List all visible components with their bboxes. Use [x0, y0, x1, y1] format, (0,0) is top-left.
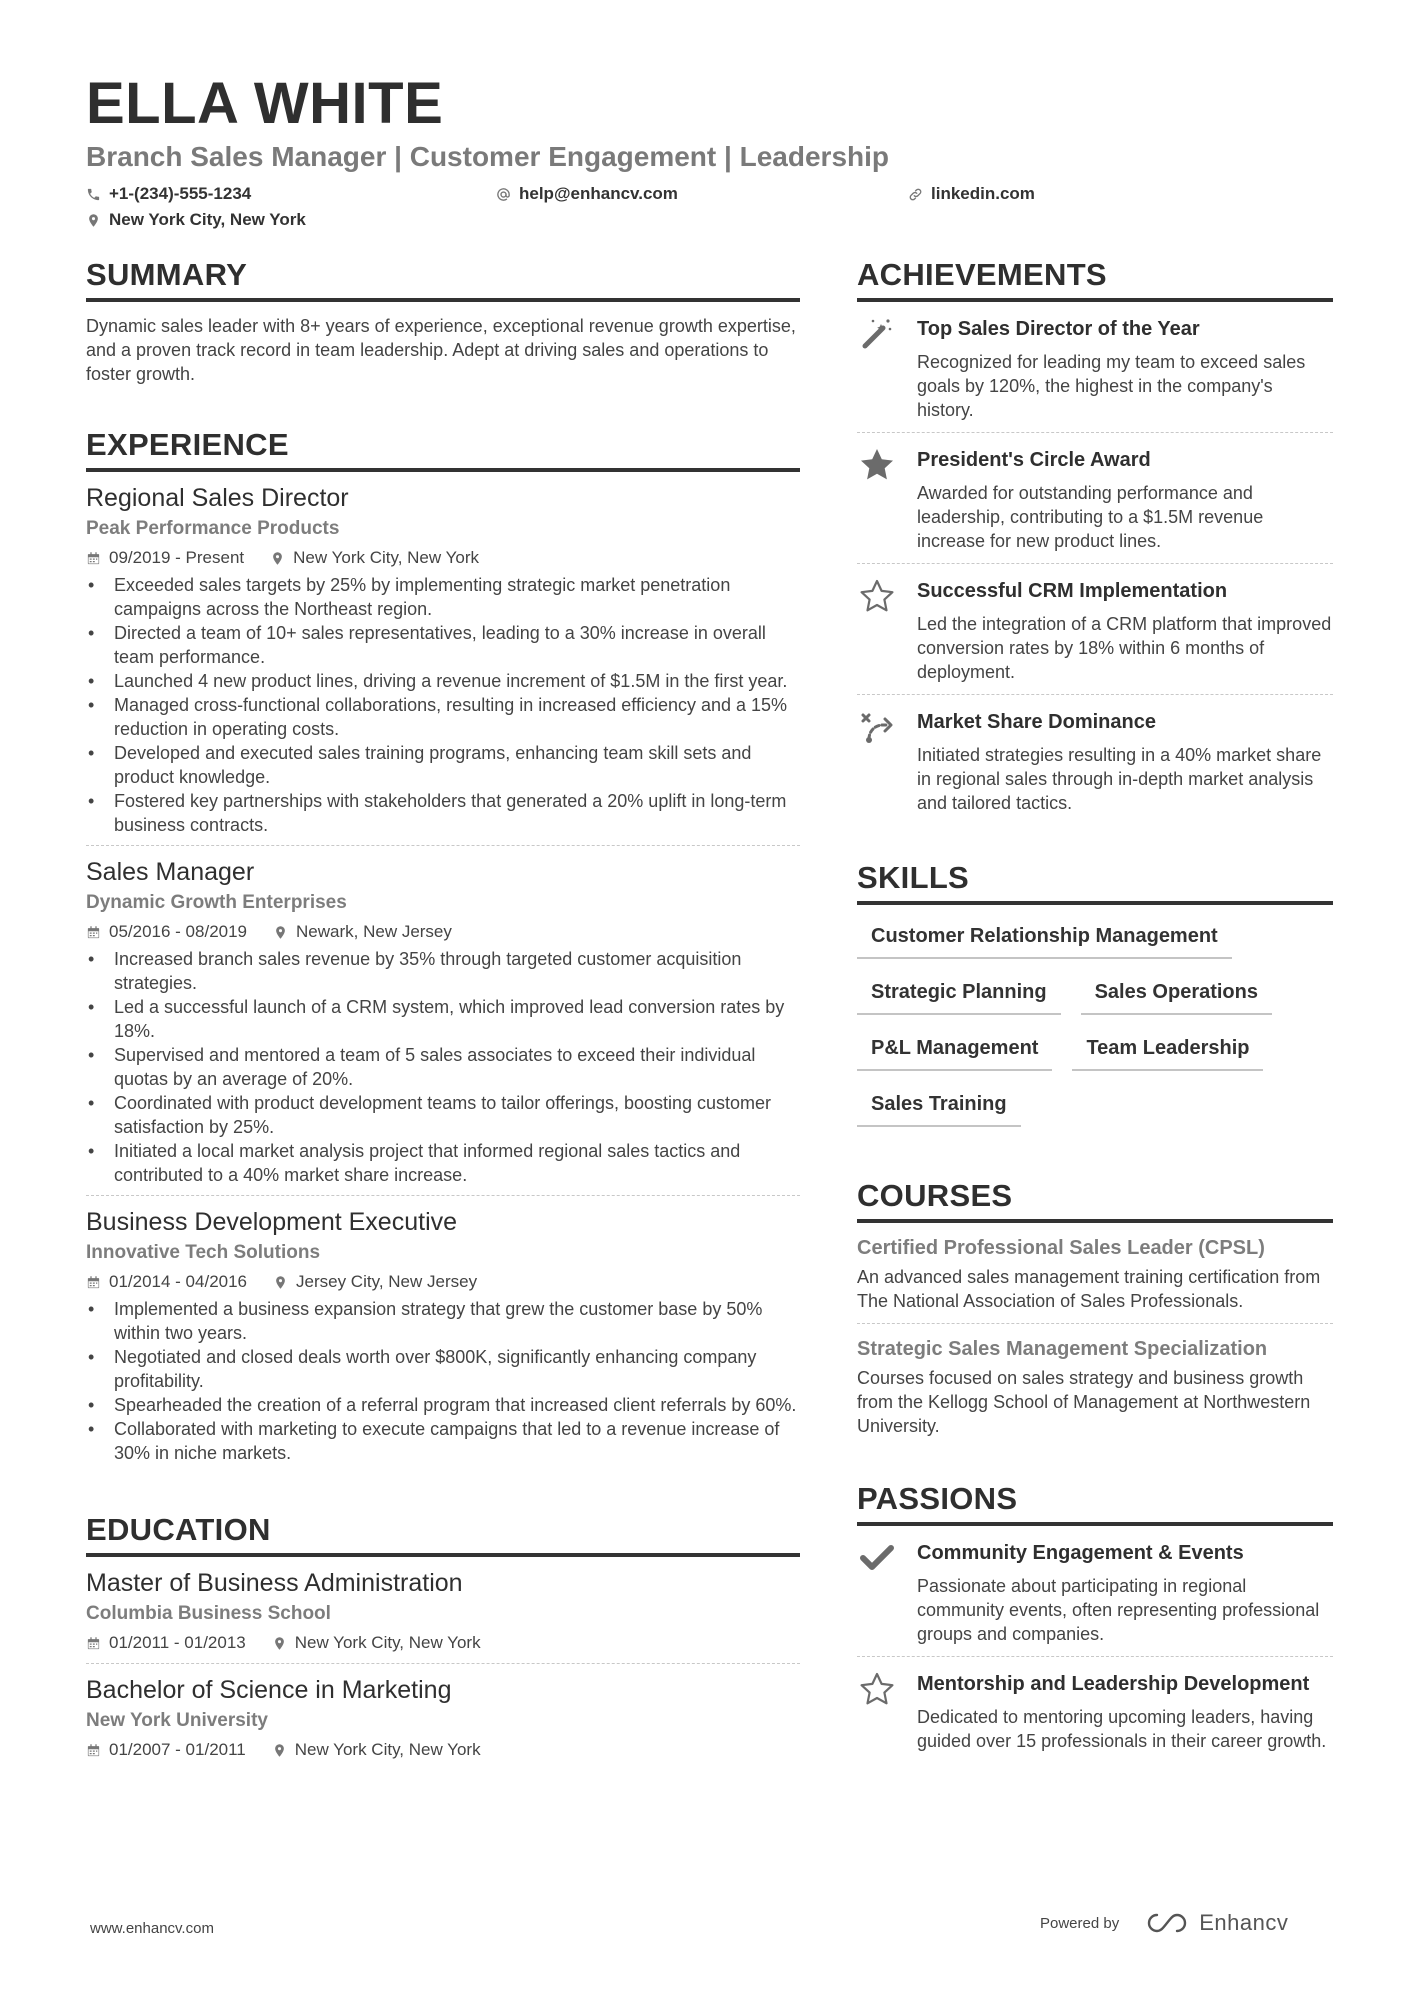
enhancv-logo-icon — [1143, 1911, 1191, 1935]
course-description: An advanced sales management training certification from The National Association of Sales Professionals. — [857, 1267, 1321, 1311]
achievement-title: Market Share Dominance — [917, 711, 1156, 733]
calendar-icon — [86, 1743, 101, 1758]
location-pin-icon — [273, 1275, 288, 1290]
course-title: Certified Professional Sales Leader (CPSL) — [857, 1237, 1265, 1259]
achievement-description: Awarded for outstanding performance and leadership, contributing to a $1.5M revenue increase for new product lines. — [917, 483, 1264, 551]
magic-wand-icon — [859, 316, 895, 352]
location-text: New York City, New York — [109, 210, 306, 229]
bullet-item: • Initiated a local market analysis project that informed regional sales tactics and contributed to a 40% market share increase. — [86, 1139, 800, 1187]
footer-website[interactable]: www.enhancv.com — [90, 1920, 214, 1937]
star-outline-icon — [859, 578, 895, 614]
passion-title: Community Engagement & Events — [917, 1542, 1244, 1564]
courses-title: COURSES — [857, 1177, 1333, 1223]
education-dates: 01/2011 - 01/2013 — [109, 1633, 246, 1652]
job-dates: 09/2019 - Present — [109, 548, 245, 567]
job-title: Regional Sales Director — [86, 484, 349, 512]
passion-item — [857, 1657, 1333, 1763]
education-dates: 01/2007 - 01/2011 — [109, 1740, 246, 1759]
job-meta — [86, 920, 800, 944]
education-section — [86, 1511, 800, 1770]
location-pin-icon — [86, 213, 101, 228]
calendar-icon — [86, 551, 101, 566]
bullet-item: • Managed cross-functional collaborations, resulting in increased efficiency and a 15% reduction in operating costs. — [86, 693, 800, 741]
job-dates: 05/2016 - 08/2019 — [109, 922, 248, 941]
skills-title: SKILLS — [857, 859, 1333, 905]
bullet-item: • Implemented a business expansion strategy that grew the customer base by 50% within two years. — [86, 1297, 800, 1345]
company-name: Innovative Tech Solutions — [86, 1242, 321, 1263]
job-dates: 01/2014 - 04/2016 — [109, 1272, 248, 1291]
education-meta — [86, 1738, 800, 1762]
contact-info — [86, 180, 1336, 236]
experience-entry — [86, 1196, 800, 1473]
achievement-title: Top Sales Director of the Year — [917, 318, 1200, 340]
brand-name: Enhancv — [1199, 1910, 1289, 1935]
summary-title: SUMMARY — [86, 256, 800, 302]
experience-entry — [86, 846, 800, 1196]
location-pin-icon — [270, 551, 285, 566]
achievement-item — [857, 695, 1333, 825]
school-name: New York University — [86, 1710, 268, 1731]
achievements-title: ACHIEVEMENTS — [857, 256, 1333, 302]
job-location: Newark, New Jersey — [296, 922, 452, 941]
company-name: Peak Performance Products — [86, 518, 340, 539]
candidate-name: ELLA WHITE — [86, 71, 444, 136]
phone-text: +1-(234)-555-1234 — [109, 184, 252, 203]
skills-list — [857, 905, 1333, 1137]
education-entry — [86, 1664, 800, 1770]
achievement-item — [857, 564, 1333, 695]
candidate-headline: Branch Sales Manager | Customer Engagement | Leadership — [86, 141, 890, 172]
email-text[interactable]: help@enhancv.com — [519, 184, 678, 203]
job-bullets — [86, 573, 800, 837]
location-pin-icon — [272, 1743, 287, 1758]
bullet-item: • Developed and executed sales training programs, enhancing team skill sets and product knowledge. — [86, 741, 800, 789]
bullet-item: • Supervised and mentored a team of 5 sales associates to exceed their individual quotas by an average of 20%. — [86, 1043, 800, 1091]
job-title: Sales Manager — [86, 858, 255, 886]
job-title: Business Development Executive — [86, 1208, 458, 1236]
course-description: Courses focused on sales strategy and business growth from the Kellogg School of Management at Northwestern University. — [857, 1368, 1311, 1436]
experience-section — [86, 426, 800, 1473]
experience-title: EXPERIENCE — [86, 426, 800, 472]
bullet-item: • Launched 4 new product lines, driving a revenue increment of $1.5M in the first year. — [86, 669, 800, 693]
calendar-icon — [86, 925, 101, 940]
bullet-item: • Led a successful launch of a CRM system, which improved lead conversion rates by 18%. — [86, 995, 800, 1043]
passion-description: Dedicated to mentoring upcoming leaders, having guided over 15 professionals in their career growth. — [917, 1707, 1327, 1751]
summary-section — [86, 256, 800, 386]
degree-title: Bachelor of Science in Marketing — [86, 1676, 452, 1704]
bullet-item: • Fostered key partnerships with stakeholders that generated a 20% uplift in long-term business contracts. — [86, 789, 800, 837]
link-icon — [908, 187, 923, 202]
achievement-description: Initiated strategies resulting in a 40% market share in regional sales through in-depth market analysis and tailored tactics. — [917, 745, 1322, 813]
bullet-item: • Coordinated with product development teams to tailor offerings, boosting customer satisfaction by 25%. — [86, 1091, 800, 1139]
linkedin-text[interactable]: linkedin.com — [931, 184, 1035, 203]
education-entry — [86, 1557, 800, 1664]
education-meta — [86, 1631, 800, 1655]
education-location: New York City, New York — [294, 1740, 481, 1759]
job-meta — [86, 1270, 800, 1294]
degree-title: Master of Business Administration — [86, 1569, 463, 1597]
bullet-item: • Negotiated and closed deals worth over $800K, significantly enhancing company profitability. — [86, 1345, 800, 1393]
passion-title: Mentorship and Leadership Development — [917, 1673, 1310, 1695]
star-filled-icon — [859, 447, 895, 483]
experience-entry — [86, 472, 800, 846]
bullet-item: • Directed a team of 10+ sales representatives, leading to a 30% increase in overall team performance. — [86, 621, 800, 669]
bullet-item: • Spearheaded the creation of a referral program that increased client referrals by 60%. — [86, 1393, 800, 1417]
company-name: Dynamic Growth Enterprises — [86, 892, 347, 913]
powered-by-label: Powered by — [1040, 1914, 1120, 1932]
bullet-item: • Exceeded sales targets by 25% by implementing strategic market penetration campaigns across the Northeast region. — [86, 573, 800, 621]
skill-tag: Customer Relationship Management — [857, 913, 1232, 959]
course-title: Strategic Sales Management Specialization — [857, 1338, 1268, 1360]
skill-tag: P&L Management — [857, 1025, 1052, 1071]
contact-linkedin[interactable] — [908, 184, 1035, 204]
bullet-item: • Collaborated with marketing to execute campaigns that led to a revenue increase of 30% in niche markets. — [86, 1417, 800, 1465]
skill-tag: Sales Training — [857, 1081, 1021, 1127]
education-title: EDUCATION — [86, 1511, 800, 1557]
achievements-section — [857, 256, 1333, 825]
education-location: New York City, New York — [294, 1633, 481, 1652]
job-bullets — [86, 1297, 800, 1465]
bullet-item: • Increased branch sales revenue by 35% through targeted customer acquisition strategies. — [86, 947, 800, 995]
left-column — [86, 256, 800, 1808]
contact-location — [86, 210, 306, 230]
contact-email[interactable] — [496, 184, 678, 204]
location-pin-icon — [273, 925, 288, 940]
achievement-title: Successful CRM Implementation — [917, 580, 1228, 602]
right-column — [857, 256, 1333, 1801]
passion-description: Passionate about participating in regional community events, often representing professional groups and companies. — [917, 1576, 1320, 1644]
achievement-description: Recognized for leading my team to exceed sales goals by 120%, the highest in the company's history. — [917, 352, 1306, 420]
passion-item — [857, 1526, 1333, 1657]
passions-section — [857, 1480, 1333, 1763]
enhancv-logo[interactable] — [1143, 1910, 1288, 1936]
achievement-item — [857, 433, 1333, 564]
location-pin-icon — [272, 1636, 287, 1651]
star-outline-icon — [859, 1671, 895, 1707]
school-name: Columbia Business School — [86, 1603, 331, 1624]
job-location: Jersey City, New Jersey — [296, 1272, 478, 1291]
contact-phone — [86, 184, 251, 204]
skill-tag: Strategic Planning — [857, 969, 1061, 1015]
at-sign-icon — [496, 187, 511, 202]
course-item — [857, 1223, 1333, 1324]
passions-title: PASSIONS — [857, 1480, 1333, 1526]
achievement-description: Led the integration of a CRM platform that improved conversion rates by 18% within 6 months of deployment. — [917, 614, 1332, 682]
calendar-icon — [86, 1636, 101, 1651]
skills-section — [857, 859, 1333, 1137]
calendar-icon — [86, 1275, 101, 1290]
job-location: New York City, New York — [293, 548, 479, 567]
job-bullets — [86, 947, 800, 1187]
achievement-item — [857, 302, 1333, 433]
courses-section — [857, 1177, 1333, 1448]
skill-tag: Team Leadership — [1072, 1025, 1263, 1071]
phone-icon — [86, 187, 101, 202]
skill-tag: Sales Operations — [1081, 969, 1272, 1015]
strategy-path-icon — [859, 709, 895, 745]
course-item — [857, 1324, 1333, 1448]
achievement-title: President's Circle Award — [917, 449, 1151, 471]
job-meta — [86, 546, 800, 570]
summary-text: Dynamic sales leader with 8+ years of experience, exceptional revenue growth expertise, and a proven track record in team leadership. Adept at driving sales and operations to foster growth. — [86, 316, 796, 384]
checkmark-icon — [859, 1540, 895, 1576]
resume-header — [86, 70, 1336, 236]
footer-branding — [1040, 1910, 1288, 1936]
